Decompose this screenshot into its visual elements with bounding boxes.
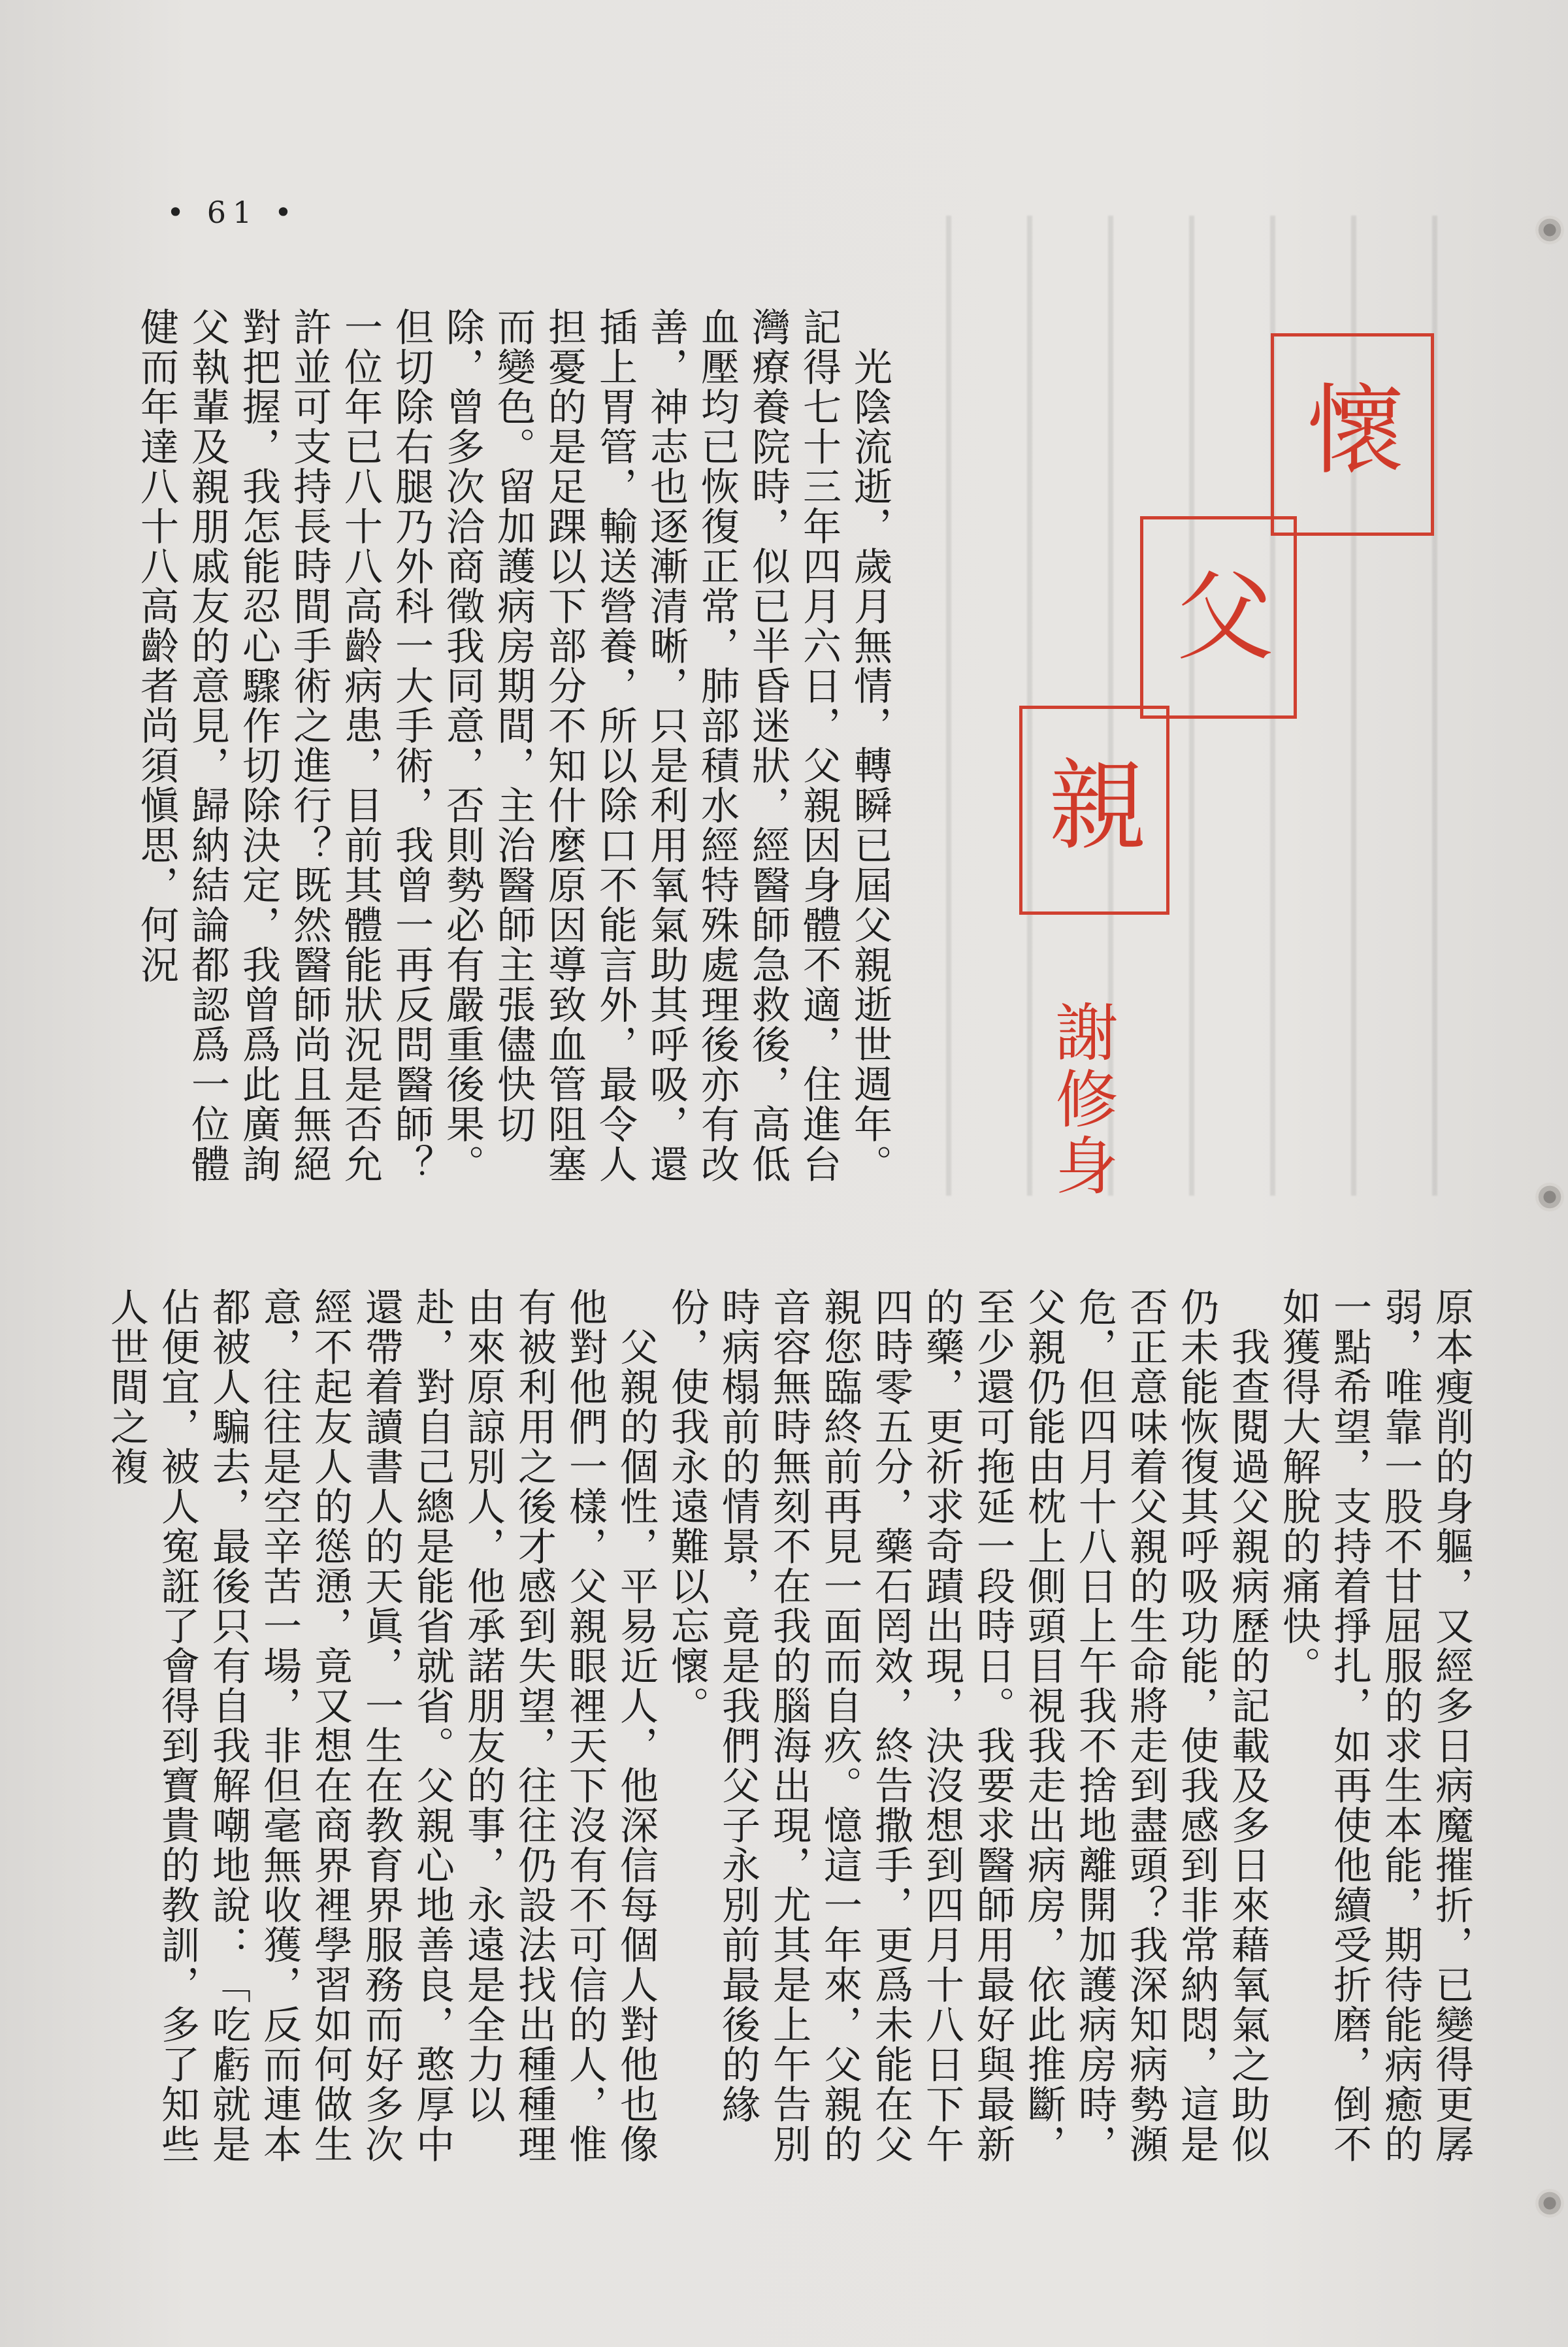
paragraph: 父親的個性，平易近人，他深信每個人對他也像他對他們一樣，父親眼裡天下沒有不可信的人，惟有被利用之後才感到失望，往往仍設法找出種種理由來原諒別人，他承諾朋友的事，永遠是全力以赴，對自己總是能省就省。父親心地善良，憨厚中還帶着讀書人的天眞，一生在教育界服務而好多次經不起友人的慫慂，竟又想在商界裡學習如何做生意，往往是空辛苦一場，非但毫無收獲，反而連本都被人騙去，最後只有自我解嘲地說：「吃虧就是佔便宜，被人寃誑了會得到寶貴的教訓，多了知些人世間之複 (104, 1287, 659, 2164)
author-name: 謝修身 (1045, 1000, 1119, 1200)
binder-hole (1535, 216, 1564, 244)
article-body-lower (101, 1287, 1477, 2189)
paragraph: 我查閱過父親病歷的記載及多日來藉氧氣之助似仍未能恢復其呼吸功能，使我感到非常納悶，這是否正意味着父親的生命將走到盡頭？我深知病勢瀕危，但四月十八日上午我不捨地離開加護病房時，父親仍能由枕上側頭目視我走出病房，依此推斷，至少還可拖延一段時日。我要求醫師用最好與最新的藥，更祈求奇蹟出現，決沒想到四月十八日下午四時零五分，藥石罔效，終告撒手，更爲未能在父親您臨終前再見一面而自疚。憶這一年來，父親的音容無時無刻不在我的腦海出現，尤其是上午告別時病榻前的情景，竟是我們父子永別前最後的緣份，使我永遠難以忘懷。 (664, 1287, 1270, 2164)
paragraph: 光陰流逝，歲月無情，轉瞬已屆父親逝世週年。記得七十三年四月六日，父親因身體不適，住進台灣療養院時，似已半昏迷狀，經醫師急救後，高低血壓均已恢復正常，肺部積水經特殊處理後亦有改善，神志也逐漸清晰，只是利用氧氣助其呼吸，還插上胃管，輸送營養，所以除口不能言外，最令人担憂的是足踝以下部分不知什麼原因導致血管阻塞而變色。留加護病房期間，主治醫師主張儘快切除，曾多次洽商徵我同意，否則勢必有嚴重後果。但切除右腿乃外科一大手術，我曾一再反問醫師？一位年已八十八高齡病患，目前其體能狀況是否允許並可支持長時間手術之進行？既然醫師尚且無絕對把握，我怎能忍心驟作切除決定，我曾爲此廣詢父執輩及親朋戚友的意見，歸納結論都認爲一位體健而年達八十八高齡者尚須愼思，何況 (134, 307, 892, 1184)
binder-hole (1535, 1183, 1564, 1211)
title-char-2: 父 (1175, 561, 1274, 674)
article-body-upper (131, 307, 895, 1222)
page-number: • 61 • (167, 195, 299, 230)
page-number-value: 61 (206, 195, 259, 230)
title-char-1: 懷 (1306, 374, 1405, 488)
title-char-3: 親 (1048, 750, 1147, 864)
paragraph: 原本瘦削的身軀，又經多日病魔摧折，已變得更孱弱，唯靠一股不甘屈服的求生本能，期待能病癒的一點希望，支持着掙扎，如再使他續受折磨，倒不如獲得大解脫的痛快。 (1276, 1287, 1474, 2164)
binder-hole (1535, 2189, 1564, 2218)
